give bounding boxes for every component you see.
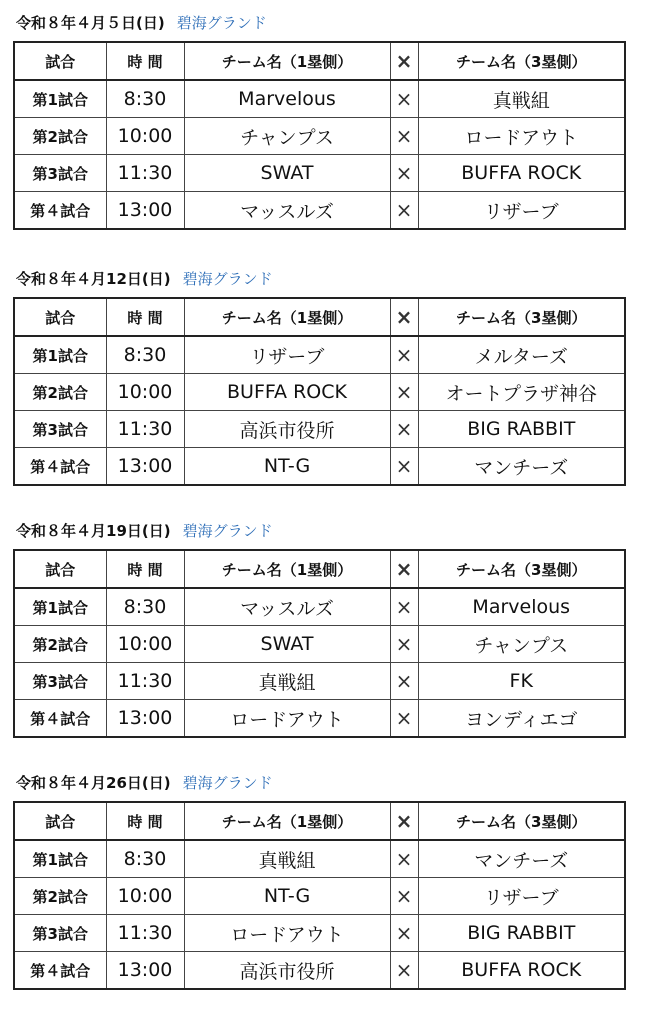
schedule-heading bbox=[16, 264, 273, 294]
versus-mark: × bbox=[390, 374, 418, 411]
schedule-heading bbox=[16, 8, 267, 38]
versus-mark: × bbox=[390, 411, 418, 448]
team-first-base: マッスルズ bbox=[184, 588, 390, 626]
header-time: 時 間 bbox=[106, 42, 184, 80]
header-time: 時 間 bbox=[106, 802, 184, 840]
team-third-base: BIG RABBIT bbox=[418, 411, 625, 448]
game-time: 10:00 bbox=[106, 626, 184, 663]
game-time: 8:30 bbox=[106, 588, 184, 626]
game-number: 第2試合 bbox=[14, 626, 106, 663]
game-number: 第４試合 bbox=[14, 192, 106, 230]
game-number: 第2試合 bbox=[14, 118, 106, 155]
game-time: 8:30 bbox=[106, 840, 184, 878]
schedule-heading bbox=[16, 516, 273, 546]
team-third-base: チャンプス bbox=[418, 626, 625, 663]
game-number: 第3試合 bbox=[14, 155, 106, 192]
table-row bbox=[14, 411, 625, 448]
game-number: 第４試合 bbox=[14, 952, 106, 990]
table-row bbox=[14, 155, 625, 192]
table-header-row bbox=[14, 550, 625, 588]
versus-mark: × bbox=[390, 588, 418, 626]
versus-mark: × bbox=[390, 448, 418, 486]
team-first-base: SWAT bbox=[184, 155, 390, 192]
header-team-first-base: チーム名（1塁側） bbox=[184, 42, 390, 80]
game-number: 第４試合 bbox=[14, 700, 106, 738]
team-third-base: ヨンディエゴ bbox=[418, 700, 625, 738]
table-row bbox=[14, 915, 625, 952]
team-first-base: 真戦組 bbox=[184, 840, 390, 878]
venue-name: 碧海グランド bbox=[182, 522, 273, 540]
versus-mark: × bbox=[390, 878, 418, 915]
game-number: 第3試合 bbox=[14, 411, 106, 448]
game-time: 13:00 bbox=[106, 700, 184, 738]
header-team-third-base: チーム名（3塁側） bbox=[418, 42, 625, 80]
table-header-row bbox=[14, 298, 625, 336]
header-team-first-base: チーム名（1塁側） bbox=[184, 802, 390, 840]
header-versus: × bbox=[390, 550, 418, 588]
game-time: 11:30 bbox=[106, 663, 184, 700]
venue-name: 碧海グランド bbox=[182, 270, 273, 288]
game-number: 第1試合 bbox=[14, 840, 106, 878]
table-header-row bbox=[14, 42, 625, 80]
team-third-base: マンチーズ bbox=[418, 448, 625, 486]
header-game: 試合 bbox=[14, 802, 106, 840]
table-row bbox=[14, 336, 625, 374]
team-third-base: BUFFA ROCK bbox=[418, 155, 625, 192]
schedule-date: 令和８年４月５日(日) bbox=[16, 14, 165, 32]
team-first-base: NT-G bbox=[184, 878, 390, 915]
game-time: 10:00 bbox=[106, 878, 184, 915]
team-first-base: 高浜市役所 bbox=[184, 952, 390, 990]
team-third-base: FK bbox=[418, 663, 625, 700]
header-time: 時 間 bbox=[106, 550, 184, 588]
team-first-base: ロードアウト bbox=[184, 700, 390, 738]
game-time: 13:00 bbox=[106, 448, 184, 486]
team-first-base: NT-G bbox=[184, 448, 390, 486]
header-versus: × bbox=[390, 802, 418, 840]
team-first-base: チャンプス bbox=[184, 118, 390, 155]
header-team-first-base: チーム名（1塁側） bbox=[184, 550, 390, 588]
schedule-date: 令和８年４月19日(日) bbox=[16, 522, 171, 540]
team-first-base: 真戦組 bbox=[184, 663, 390, 700]
versus-mark: × bbox=[390, 80, 418, 118]
table-row bbox=[14, 118, 625, 155]
team-first-base: BUFFA ROCK bbox=[184, 374, 390, 411]
team-third-base: Marvelous bbox=[418, 588, 625, 626]
team-third-base: メルターズ bbox=[418, 336, 625, 374]
game-number: 第1試合 bbox=[14, 80, 106, 118]
team-first-base: 高浜市役所 bbox=[184, 411, 390, 448]
team-first-base: ロードアウト bbox=[184, 915, 390, 952]
table-row bbox=[14, 952, 625, 990]
table-row bbox=[14, 663, 625, 700]
schedule-table bbox=[13, 41, 626, 230]
schedule-table bbox=[13, 549, 626, 738]
team-first-base: リザーブ bbox=[184, 336, 390, 374]
game-time: 11:30 bbox=[106, 915, 184, 952]
game-time: 13:00 bbox=[106, 952, 184, 990]
header-team-third-base: チーム名（3塁側） bbox=[418, 802, 625, 840]
team-third-base: 真戦組 bbox=[418, 80, 625, 118]
header-time: 時 間 bbox=[106, 298, 184, 336]
versus-mark: × bbox=[390, 155, 418, 192]
team-third-base: マンチーズ bbox=[418, 840, 625, 878]
versus-mark: × bbox=[390, 840, 418, 878]
versus-mark: × bbox=[390, 192, 418, 230]
team-first-base: Marvelous bbox=[184, 80, 390, 118]
header-game: 試合 bbox=[14, 550, 106, 588]
game-time: 11:30 bbox=[106, 411, 184, 448]
team-third-base: オートプラザ神谷 bbox=[418, 374, 625, 411]
game-number: 第４試合 bbox=[14, 448, 106, 486]
game-number: 第3試合 bbox=[14, 915, 106, 952]
game-number: 第1試合 bbox=[14, 336, 106, 374]
header-versus: × bbox=[390, 298, 418, 336]
game-time: 10:00 bbox=[106, 118, 184, 155]
schedule-date: 令和８年４月12日(日) bbox=[16, 270, 171, 288]
game-number: 第3試合 bbox=[14, 663, 106, 700]
table-row bbox=[14, 588, 625, 626]
table-row bbox=[14, 448, 625, 486]
table-row bbox=[14, 840, 625, 878]
team-third-base: ロードアウト bbox=[418, 118, 625, 155]
table-row bbox=[14, 80, 625, 118]
team-third-base: リザーブ bbox=[418, 192, 625, 230]
header-versus: × bbox=[390, 42, 418, 80]
header-game: 試合 bbox=[14, 298, 106, 336]
game-number: 第2試合 bbox=[14, 878, 106, 915]
game-time: 8:30 bbox=[106, 80, 184, 118]
team-first-base: SWAT bbox=[184, 626, 390, 663]
game-number: 第2試合 bbox=[14, 374, 106, 411]
game-time: 8:30 bbox=[106, 336, 184, 374]
team-third-base: リザーブ bbox=[418, 878, 625, 915]
header-game: 試合 bbox=[14, 42, 106, 80]
schedule-table bbox=[13, 801, 626, 990]
game-time: 13:00 bbox=[106, 192, 184, 230]
versus-mark: × bbox=[390, 952, 418, 990]
header-team-first-base: チーム名（1塁側） bbox=[184, 298, 390, 336]
table-header-row bbox=[14, 802, 625, 840]
team-third-base: BUFFA ROCK bbox=[418, 952, 625, 990]
header-team-third-base: チーム名（3塁側） bbox=[418, 550, 625, 588]
versus-mark: × bbox=[390, 663, 418, 700]
table-row bbox=[14, 192, 625, 230]
team-third-base: BIG RABBIT bbox=[418, 915, 625, 952]
table-row bbox=[14, 700, 625, 738]
game-time: 11:30 bbox=[106, 155, 184, 192]
table-row bbox=[14, 878, 625, 915]
game-time: 10:00 bbox=[106, 374, 184, 411]
venue-name: 碧海グランド bbox=[182, 774, 273, 792]
schedule-table bbox=[13, 297, 626, 486]
venue-name: 碧海グランド bbox=[176, 14, 267, 32]
table-row bbox=[14, 626, 625, 663]
versus-mark: × bbox=[390, 626, 418, 663]
versus-mark: × bbox=[390, 700, 418, 738]
game-number: 第1試合 bbox=[14, 588, 106, 626]
schedule-date: 令和８年４月26日(日) bbox=[16, 774, 171, 792]
team-first-base: マッスルズ bbox=[184, 192, 390, 230]
table-row bbox=[14, 374, 625, 411]
versus-mark: × bbox=[390, 915, 418, 952]
versus-mark: × bbox=[390, 118, 418, 155]
header-team-third-base: チーム名（3塁側） bbox=[418, 298, 625, 336]
schedule-heading bbox=[16, 768, 273, 798]
versus-mark: × bbox=[390, 336, 418, 374]
